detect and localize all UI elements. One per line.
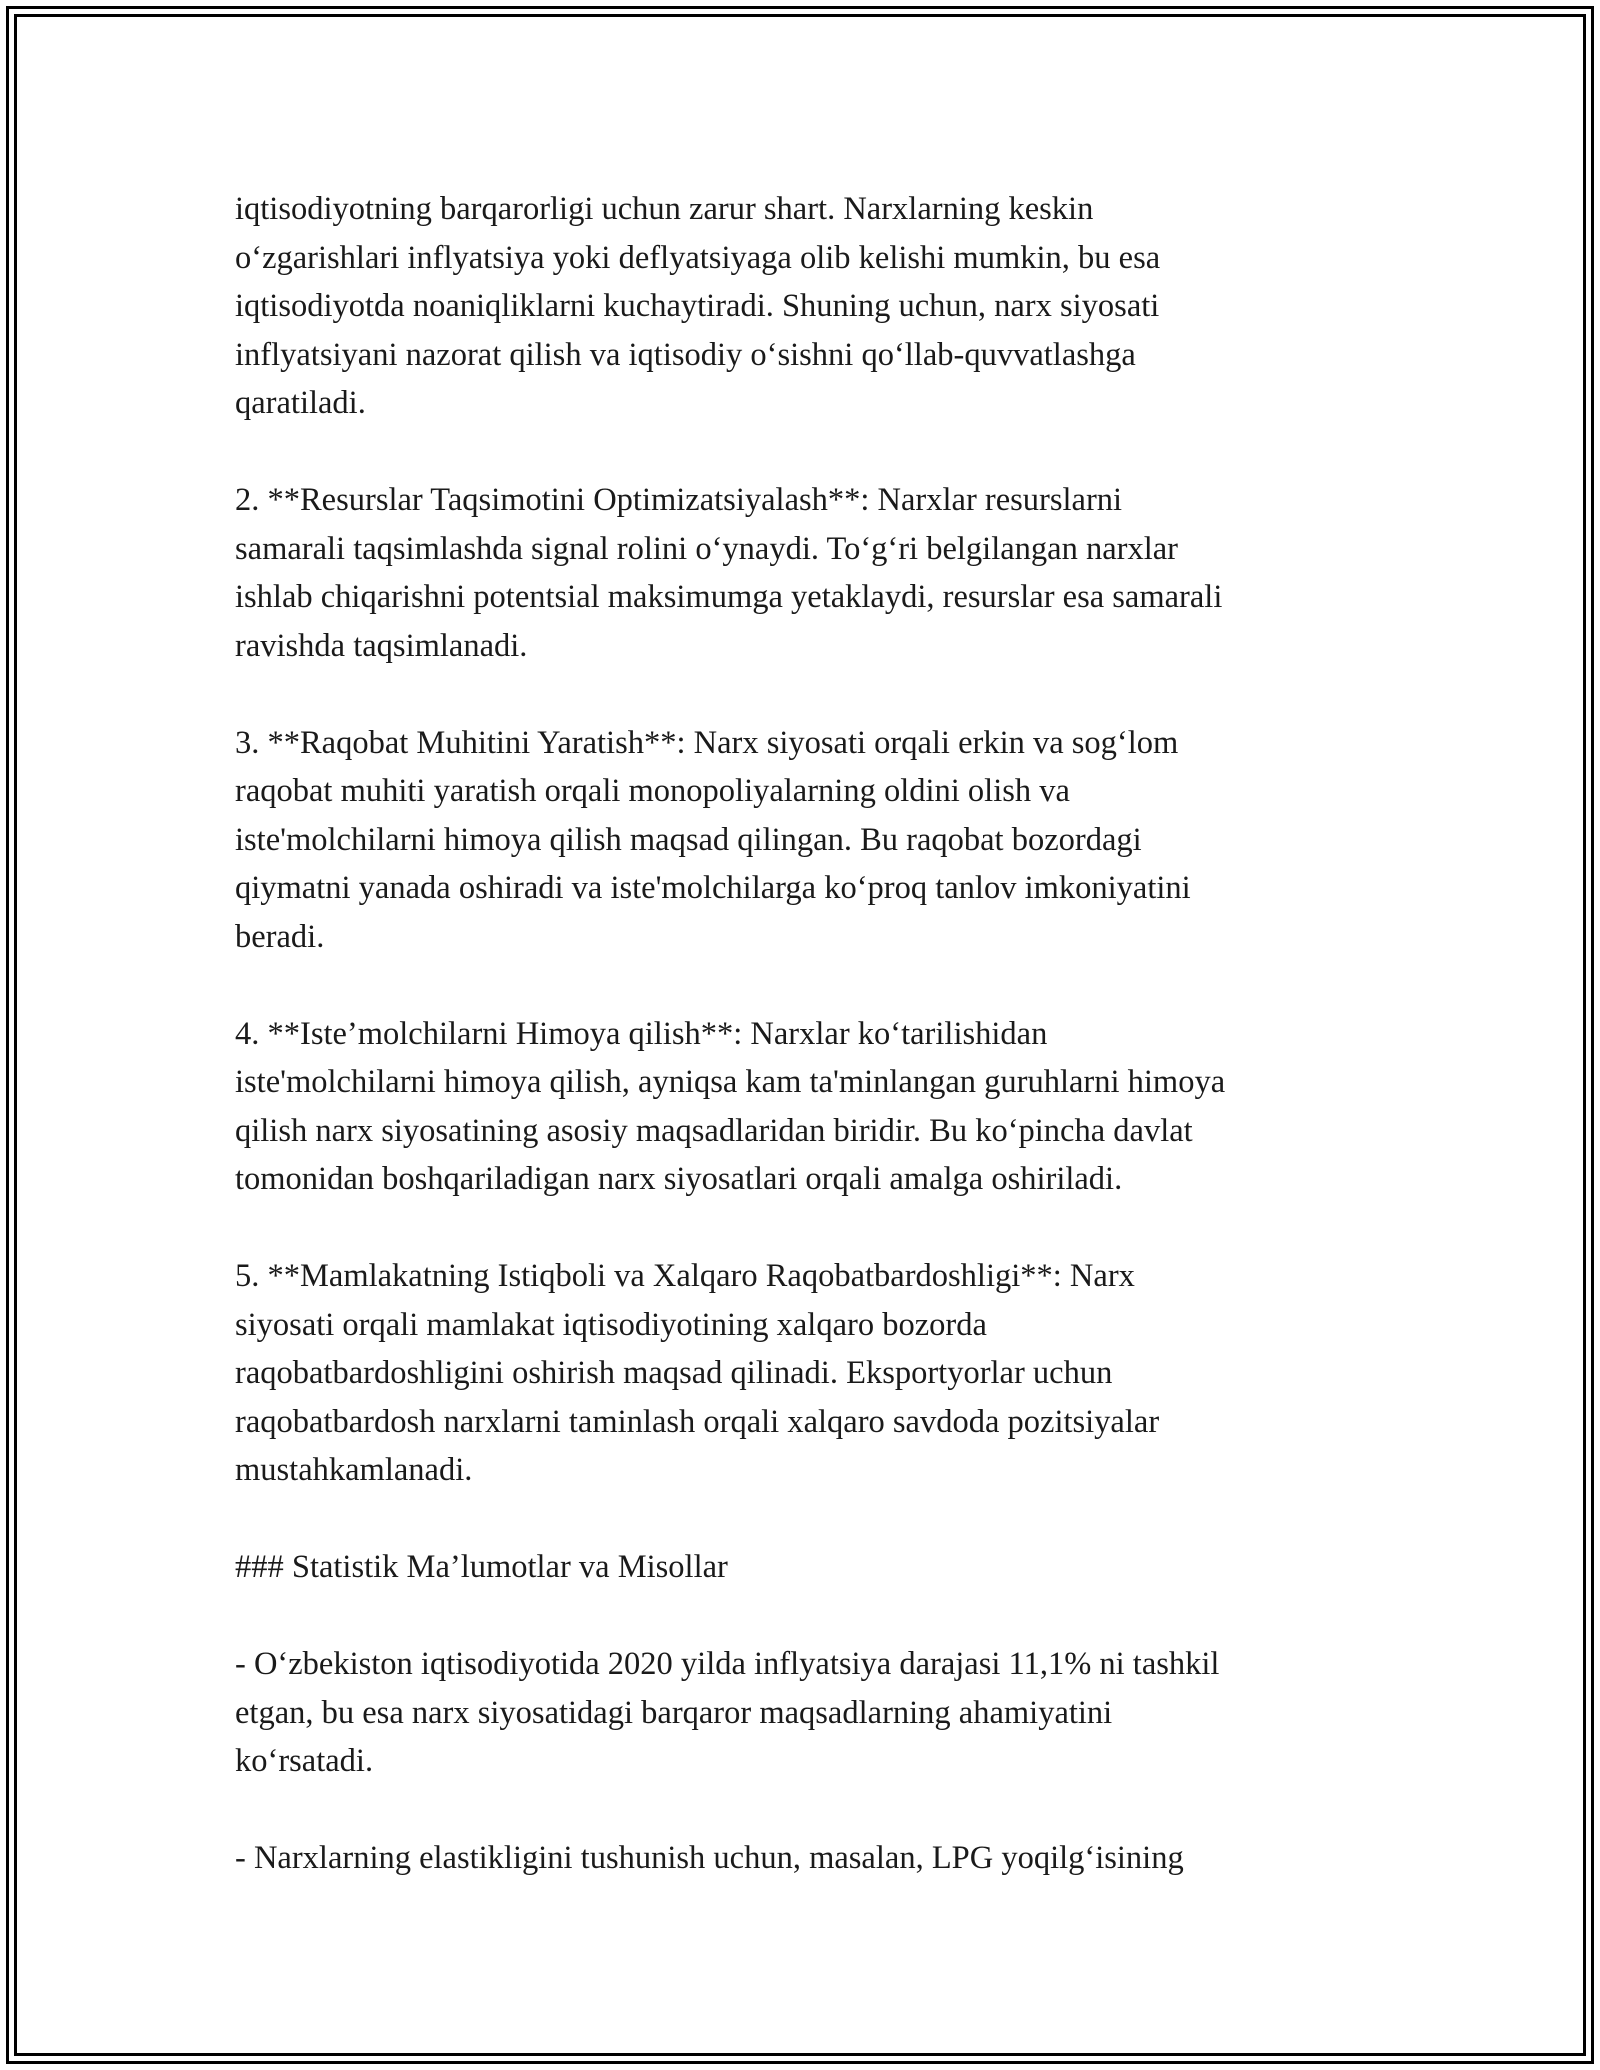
- text-line: qiymatni yanada oshiradi va iste'molchilarga ko‘proq tanlov imkoniyatini: [235, 870, 1191, 906]
- text-line: raqobat muhiti yaratish orqali monopoliyalarning oldini olish va: [235, 773, 1070, 809]
- text-line: ishlab chiqarishni potentsial maksimumga yetaklaydi, resurslar esa samarali: [235, 579, 1223, 615]
- text-line: iste'molchilarni himoya qilish, ayniqsa kam ta'minlangan guruhlarni himoya: [235, 1064, 1226, 1100]
- paragraph-item-3: [235, 719, 1370, 962]
- text-line: - Narxlarning elastikligini tushunish uchun, masalan, LPG yoqilg‘isining: [235, 1840, 1184, 1876]
- text-line: 2. **Resurslar Taqsimotini Optimizatsiyalash**: Narxlar resurslarni: [235, 482, 1123, 518]
- text-line: raqobatbardosh narxlarni taminlash orqali xalqaro savdoda pozitsiyalar: [235, 1403, 1160, 1440]
- text-line: 4. **Iste’molchilarni Himoya qilish**: Narxlar ko‘tarilishidan: [235, 1015, 1048, 1052]
- text-line: - O‘zbekiston iqtisodiyotida 2020 yilda inflyatsiya darajasi 11,1% ni tashkil: [235, 1646, 1220, 1682]
- paragraph-item-4: [235, 1010, 1370, 1204]
- text-line: qaratiladi.: [235, 385, 366, 421]
- text-line: ko‘rsatadi.: [235, 1743, 374, 1779]
- text-line: samarali taqsimlashda signal rolini o‘ynaydi. To‘g‘ri belgilangan narxlar: [235, 530, 1178, 567]
- section-heading: [235, 1543, 1370, 1592]
- text-line: iste'molchilarni himoya qilish maqsad qilingan. Bu raqobat bozordagi: [235, 821, 1142, 858]
- text-line: beradi.: [235, 918, 325, 955]
- text-line: mustahkamlanadi.: [235, 1452, 473, 1488]
- text-line: siyosati orqali mamlakat iqtisodiyotining xalqaro bozorda: [235, 1306, 987, 1343]
- text-line: iqtisodiyotda noaniqliklarni kuchaytiradi. Shuning uchun, narx siyosati: [235, 288, 1160, 324]
- text-line: inflyatsiyani nazorat qilish va iqtisodiy o‘sishni qo‘llab-quvvatlashga: [235, 336, 1136, 373]
- text-line: ravishda taqsimlanadi.: [235, 627, 528, 664]
- bullet-elasticity: [235, 1834, 1370, 1883]
- bullet-inflation: [235, 1640, 1370, 1786]
- document-body: [235, 185, 1370, 1931]
- text-line: qilish narx siyosatining asosiy maqsadlaridan biridir. Bu ko‘pincha davlat: [235, 1112, 1193, 1149]
- paragraph-intro-continuation: [235, 185, 1370, 428]
- text-line: 5. **Mamlakatning Istiqboli va Xalqaro Raqobatbardoshligi**: Narx: [235, 1258, 1135, 1294]
- paragraph-item-5: [235, 1252, 1370, 1495]
- text-line: tomonidan boshqariladigan narx siyosatlari orqali amalga oshiriladi.: [235, 1161, 1123, 1197]
- text-line: o‘zgarishlari inflyatsiya yoki deflyatsiyaga olib kelishi mumkin, bu esa: [235, 239, 1161, 276]
- text-line: 3. **Raqobat Muhitini Yaratish**: Narx siyosati orqali erkin va sog‘lom: [235, 724, 1179, 761]
- text-line: etgan, bu esa narx siyosatidagi barqaror maqsadlarning ahamiyatini: [235, 1694, 1113, 1731]
- paragraph-item-2: [235, 476, 1370, 670]
- text-line: raqobatbardoshligini oshirish maqsad qilinadi. Eksportyorlar uchun: [235, 1355, 1113, 1391]
- text-line: ### Statistik Ma’lumotlar va Misollar: [235, 1549, 728, 1585]
- text-line: iqtisodiyotning barqarorligi uchun zarur shart. Narxlarning keskin: [235, 191, 1094, 227]
